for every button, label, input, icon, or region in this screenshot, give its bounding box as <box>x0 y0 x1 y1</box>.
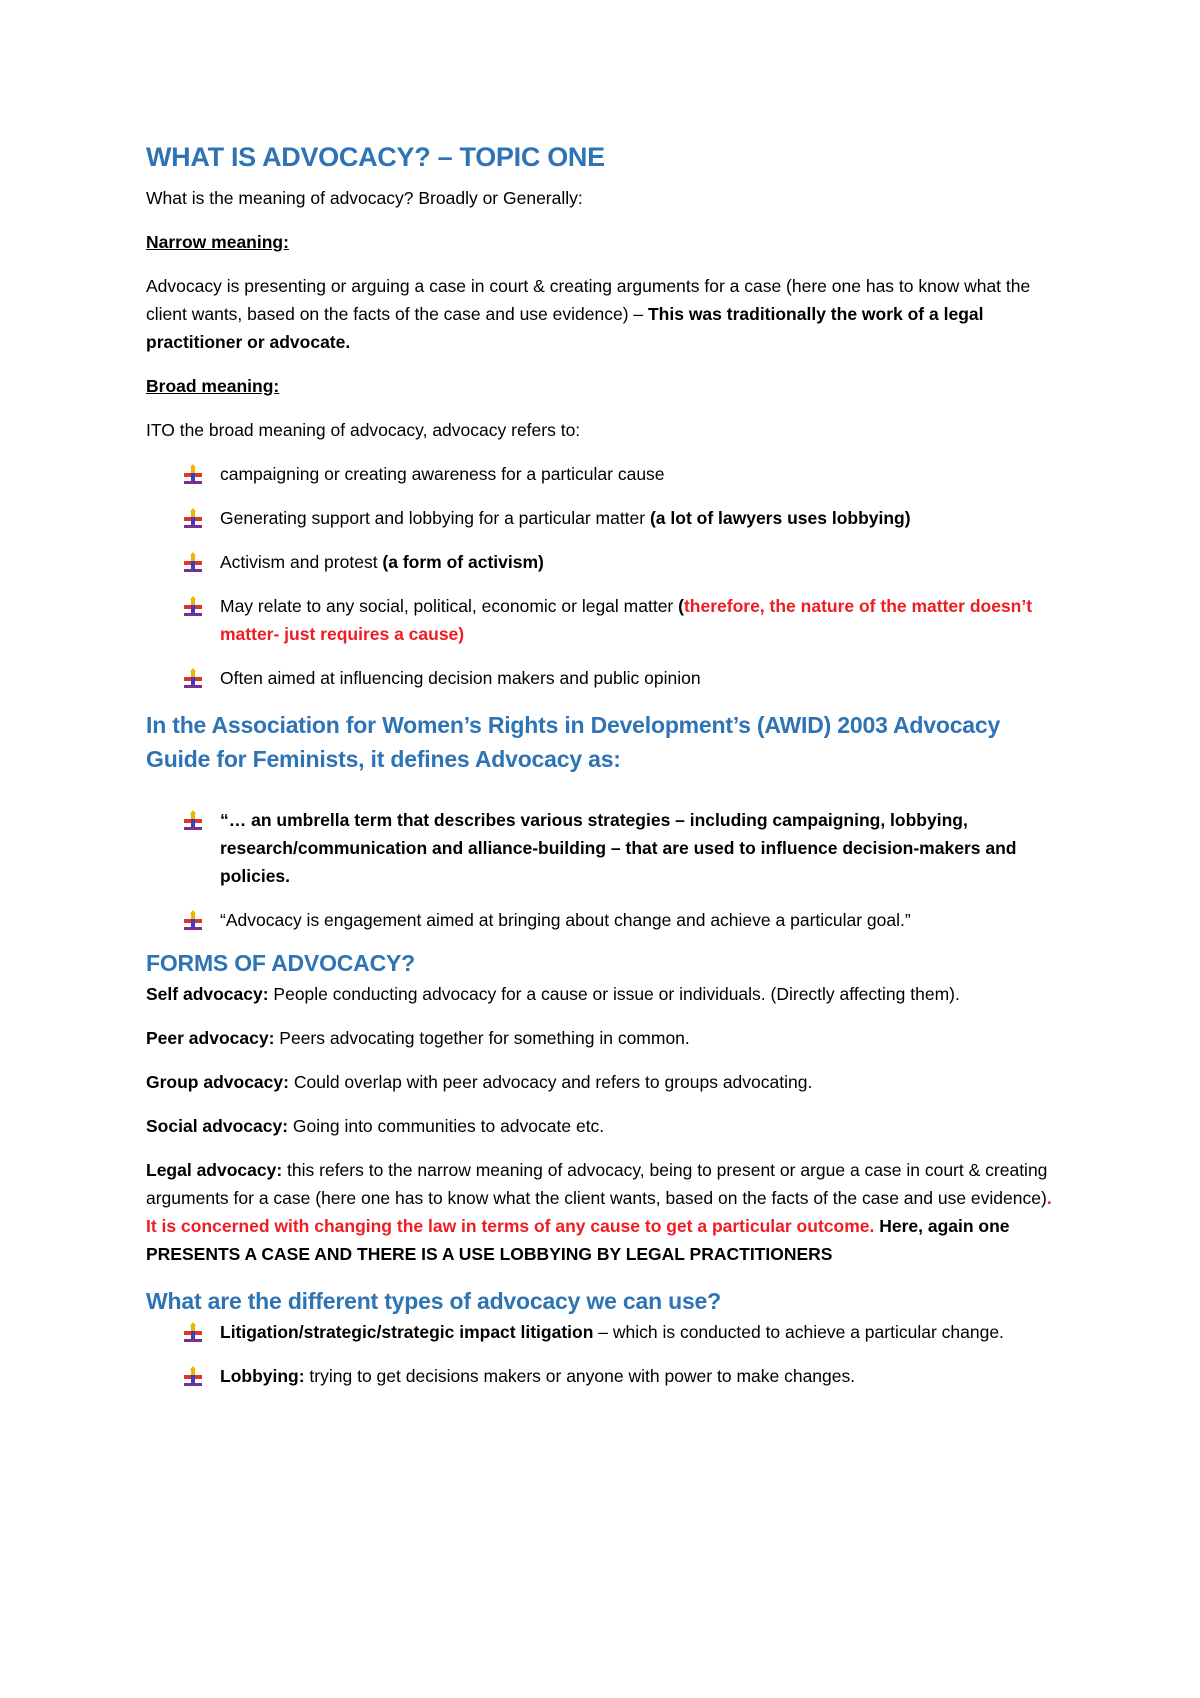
list-item <box>146 906 1066 934</box>
list-item-text: trying to get decisions makers or anyone with power to make changes. <box>304 1366 856 1386</box>
cross-arrow-bullet-icon <box>182 1322 204 1344</box>
list-item-text: “… an umbrella term that describes various strategies – including campaigning, lobbying, research/communication and alliance-building – that are used to influence decision-makers and policies. <box>220 810 1017 886</box>
cross-arrow-bullet-icon <box>182 464 204 486</box>
narrow-paragraph <box>146 272 1066 356</box>
list-item-text: Activism and protest <box>220 552 383 572</box>
legal-red: . It is concerned with changing the law in terms of any cause to get a particular outcome. <box>146 1188 1052 1236</box>
self-advocacy <box>146 980 1066 1008</box>
peer-text: Peers advocating together for something in common. <box>274 1028 690 1048</box>
page-title: WHAT IS ADVOCACY? – TOPIC ONE <box>146 142 605 172</box>
list-item <box>146 1318 1066 1346</box>
group-text: Could overlap with peer advocacy and refers to groups advocating. <box>288 1072 813 1092</box>
cross-arrow-bullet-icon <box>182 552 204 574</box>
cross-arrow-bullet-icon <box>182 668 204 690</box>
narrow-heading <box>146 228 1066 256</box>
list-item <box>146 548 1066 576</box>
awid-list <box>146 806 1066 934</box>
types-heading: What are the different types of advocacy we can use? <box>146 1288 721 1314</box>
self-label: Self advocacy: <box>146 984 269 1004</box>
cross-arrow-bullet-icon <box>182 910 204 932</box>
narrow-text: Advocacy is presenting or arguing a case in court & creating arguments for a case (here one has to know what the client wants, based on the facts of the case and use evidence) – <box>146 276 1031 324</box>
social-label: Social advocacy: <box>146 1116 289 1136</box>
social-text: Going into communities to advocate etc. <box>288 1116 605 1136</box>
broad-heading <box>146 372 1066 400</box>
legal-advocacy <box>146 1156 1066 1268</box>
list-item <box>146 806 1066 890</box>
broad-heading-text: Broad meaning: <box>146 376 280 396</box>
list-item-text: – which is conducted to achieve a particular change. <box>593 1322 1004 1342</box>
list-item-text: Often aimed at influencing decision makers and public opinion <box>220 668 701 688</box>
list-item-bold: ( <box>678 596 684 616</box>
list-item-label: Litigation/strategic/strategic impact litigation <box>220 1322 594 1342</box>
list-item-text: campaigning or creating awareness for a particular cause <box>220 464 665 484</box>
legal-label: Legal advocacy: <box>146 1160 283 1180</box>
legal-text: this refers to the narrow meaning of advocacy, being to present or argue a case in court & creating arguments for a case (here one has to know what the client wants, based on the facts of the case and use evidence) <box>146 1160 1048 1208</box>
intro-question: What is the meaning of advocacy? Broadly or Generally: <box>146 188 583 208</box>
cross-arrow-bullet-icon <box>182 1366 204 1388</box>
list-item-text: Generating support and lobbying for a particular matter <box>220 508 650 528</box>
list-item-red: therefore, the nature of the matter doesn’t matter- just requires a cause) <box>220 596 1033 644</box>
legal-bold: Here, again one PRESENTS A CASE AND THERE IS A USE LOBBYING BY LEGAL PRACTITIONERS <box>146 1216 1010 1264</box>
document-page <box>146 140 1066 1406</box>
awid-heading: In the Association for Women’s Rights in Development’s (AWID) 2003 Advocacy Guide for Feminists, it defines Advocacy as: <box>146 712 1001 772</box>
social-advocacy <box>146 1112 1066 1140</box>
group-label: Group advocacy: <box>146 1072 289 1092</box>
types-list <box>146 1318 1066 1390</box>
list-item-bold: (a lot of lawyers uses lobbying) <box>649 508 911 528</box>
narrow-heading-text: Narrow meaning: <box>146 232 289 252</box>
peer-advocacy <box>146 1024 1066 1052</box>
list-item <box>146 460 1066 488</box>
list-item-text: May relate to any social, political, economic or legal matter <box>220 596 679 616</box>
cross-arrow-bullet-icon <box>182 810 204 832</box>
self-text: People conducting advocacy for a cause or issue or individuals. (Directly affecting them). <box>268 984 960 1004</box>
list-item-text: “Advocacy is engagement aimed at bringing about change and achieve a particular goal.” <box>220 910 911 930</box>
list-item-label: Lobbying: <box>220 1366 305 1386</box>
list-item <box>146 504 1066 532</box>
list-item-bold: (a form of activism) <box>382 552 544 572</box>
list-item <box>146 1362 1066 1390</box>
list-item <box>146 664 1066 692</box>
broad-list <box>146 460 1066 692</box>
list-item <box>146 592 1066 648</box>
cross-arrow-bullet-icon <box>182 508 204 530</box>
narrow-text-bold: This was traditionally the work of a legal practitioner or advocate. <box>146 304 984 352</box>
cross-arrow-bullet-icon <box>182 596 204 618</box>
broad-intro: ITO the broad meaning of advocacy, advocacy refers to: <box>146 420 581 440</box>
peer-label: Peer advocacy: <box>146 1028 275 1048</box>
forms-heading: FORMS OF ADVOCACY? <box>146 950 415 976</box>
group-advocacy <box>146 1068 1066 1096</box>
